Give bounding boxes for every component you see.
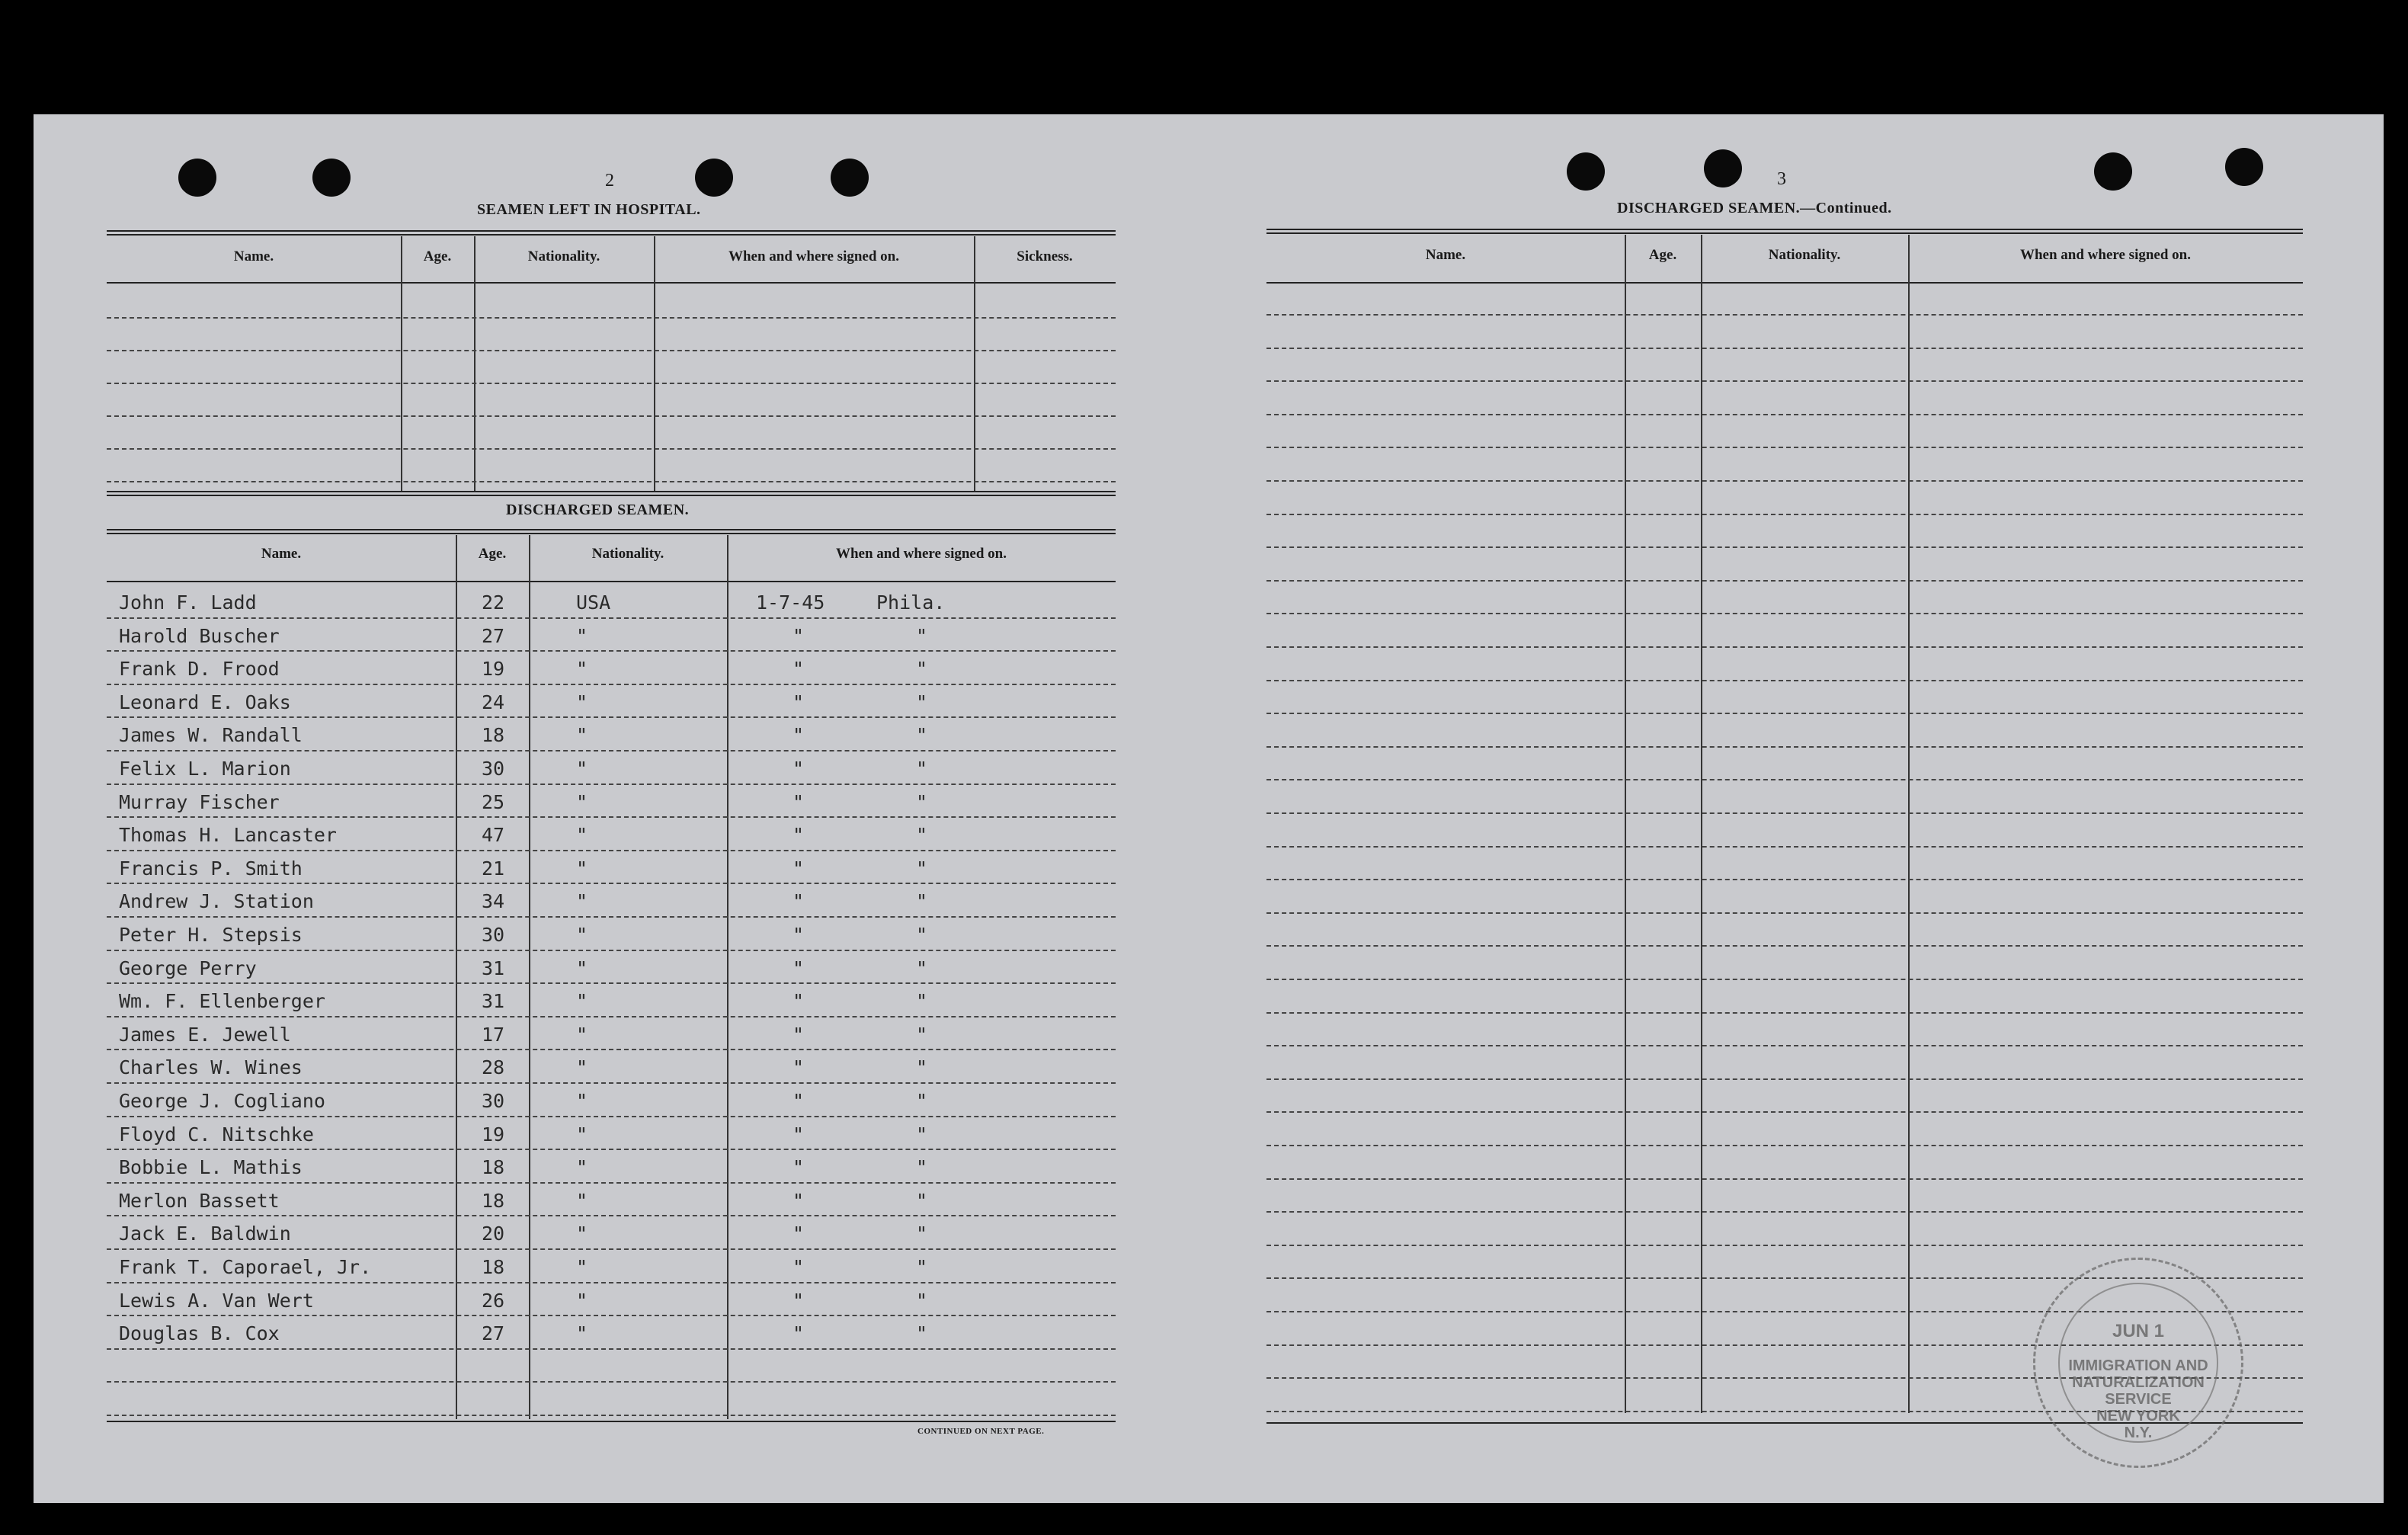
seaman-nationality: " — [576, 724, 588, 747]
table-rule — [107, 282, 1116, 284]
row-rule — [1266, 646, 2303, 648]
signed-on-date: " — [793, 890, 805, 913]
row-rule — [107, 383, 1116, 384]
seaman-age: 30 — [482, 924, 505, 946]
row-rule — [107, 350, 1116, 351]
signed-on-place: " — [916, 790, 928, 813]
punch-hole — [831, 159, 869, 197]
table-rule — [107, 230, 1116, 236]
column-divider — [1625, 235, 1626, 1413]
row-rule — [1266, 514, 2303, 515]
row-rule — [107, 1149, 1116, 1150]
seaman-age: 47 — [482, 824, 505, 847]
signed-on-place: " — [916, 1223, 928, 1245]
row-rule — [1266, 447, 2303, 448]
signed-on-place: " — [916, 1322, 928, 1345]
seaman-nationality: " — [576, 1256, 588, 1278]
row-rule — [1266, 1245, 2303, 1246]
row-rule — [107, 1116, 1116, 1117]
page-number: 3 — [1777, 169, 1786, 189]
signed-on-place: " — [916, 758, 928, 780]
column-header-name: Name. — [261, 546, 302, 562]
punch-hole — [1567, 152, 1605, 191]
seaman-age: 25 — [482, 790, 505, 813]
seaman-name: Wm. F. Ellenberger — [119, 990, 325, 1013]
seaman-name: Charles W. Wines — [119, 1056, 303, 1079]
signed-on-date: " — [793, 1189, 805, 1212]
punch-hole — [2094, 152, 2132, 191]
seaman-name: Douglas B. Cox — [119, 1322, 280, 1345]
signed-on-place: " — [916, 1023, 928, 1046]
signed-on-date: " — [793, 624, 805, 647]
stamp-line: N.Y. — [2124, 1424, 2153, 1441]
signed-on-place: " — [916, 1289, 928, 1312]
seaman-name: Lewis A. Van Wert — [119, 1289, 314, 1312]
page-number: 2 — [605, 171, 614, 191]
row-rule — [1266, 1012, 2303, 1014]
stamp-line: IMMIGRATION AND — [2068, 1357, 2208, 1374]
seaman-nationality: " — [576, 1289, 588, 1312]
seaman-nationality: USA — [576, 591, 611, 614]
row-rule — [107, 716, 1116, 718]
column-header-nationality: Nationality. — [591, 546, 664, 562]
row-rule — [107, 1282, 1116, 1283]
row-rule — [1266, 1211, 2303, 1213]
column-header-signed-on: When and where signed on. — [728, 248, 899, 264]
row-rule — [107, 448, 1116, 450]
seaman-age: 18 — [482, 1256, 505, 1278]
row-rule — [107, 750, 1116, 751]
signed-on-date: " — [793, 824, 805, 847]
seaman-age: 17 — [482, 1023, 505, 1046]
table-rule — [1266, 282, 2303, 284]
seaman-name: George Perry — [119, 957, 257, 979]
column-header-name: Name. — [1425, 247, 1466, 263]
signed-on-date: " — [793, 1289, 805, 1312]
row-rule — [107, 1315, 1116, 1316]
table-rule — [107, 529, 1116, 534]
hospital-section-title: SEAMEN LEFT IN HOSPITAL. — [477, 201, 701, 218]
row-rule — [1266, 812, 2303, 814]
seaman-nationality: " — [576, 1156, 588, 1179]
seaman-age: 27 — [482, 624, 505, 647]
signed-on-date: " — [793, 1223, 805, 1245]
seaman-name: Thomas H. Lancaster — [119, 824, 337, 847]
seaman-age: 26 — [482, 1289, 505, 1312]
seaman-name: Leonard E. Oaks — [119, 691, 291, 713]
seaman-nationality: " — [576, 1322, 588, 1345]
seaman-name: Francis P. Smith — [119, 857, 303, 880]
seaman-age: 18 — [482, 1156, 505, 1179]
row-rule — [1266, 713, 2303, 714]
signed-on-date: 1-7-45 — [756, 591, 825, 614]
column-divider — [727, 535, 728, 1419]
table-rule — [107, 581, 1116, 582]
column-divider — [1908, 235, 1910, 1413]
seaman-nationality: " — [576, 1056, 588, 1079]
punch-hole — [695, 159, 733, 197]
row-rule — [107, 481, 1116, 482]
table-rule — [107, 491, 1116, 496]
seaman-age: 19 — [482, 1123, 505, 1146]
signed-on-place: " — [916, 1090, 928, 1112]
seaman-name: James E. Jewell — [119, 1023, 291, 1046]
row-rule — [107, 950, 1116, 951]
seaman-age: 31 — [482, 990, 505, 1013]
punch-hole — [1704, 149, 1742, 187]
row-rule — [1266, 846, 2303, 848]
row-rule — [1266, 1045, 2303, 1046]
seaman-age: 20 — [482, 1223, 505, 1245]
signed-on-date: " — [793, 790, 805, 813]
signed-on-date: " — [793, 724, 805, 747]
seaman-age: 21 — [482, 857, 505, 880]
immigration-stamp — [2033, 1258, 2243, 1468]
column-header-signed-on: When and where signed on. — [835, 546, 1007, 562]
signed-on-date: " — [793, 1090, 805, 1112]
row-rule — [107, 1082, 1116, 1084]
stamp-line: NEW YORK — [2096, 1408, 2180, 1424]
row-rule — [107, 784, 1116, 785]
row-rule — [1266, 746, 2303, 748]
column-divider — [654, 236, 655, 491]
signed-on-date: " — [793, 1056, 805, 1079]
seaman-nationality: " — [576, 1023, 588, 1046]
row-rule — [1266, 380, 2303, 382]
signed-on-place: " — [916, 724, 928, 747]
seaman-nationality: " — [576, 658, 588, 681]
seaman-age: 27 — [482, 1322, 505, 1345]
column-header-nationality: Nationality. — [527, 248, 600, 264]
signed-on-place: " — [916, 691, 928, 713]
row-rule — [1266, 779, 2303, 780]
signed-on-place: Phila. — [876, 591, 946, 614]
seaman-age: 30 — [482, 1090, 505, 1112]
seaman-age: 18 — [482, 1189, 505, 1212]
row-rule — [107, 1415, 1116, 1416]
seaman-nationality: " — [576, 691, 588, 713]
row-rule — [1266, 879, 2303, 880]
row-rule — [1266, 680, 2303, 681]
row-rule — [107, 982, 1116, 984]
signed-on-date: " — [793, 990, 805, 1013]
seaman-name: Harold Buscher — [119, 624, 280, 647]
row-rule — [1266, 1078, 2303, 1080]
seaman-nationality: " — [576, 990, 588, 1013]
row-rule — [1266, 348, 2303, 349]
column-divider — [974, 236, 975, 491]
signed-on-date: " — [793, 1156, 805, 1179]
seaman-age: 18 — [482, 724, 505, 747]
row-rule — [107, 684, 1116, 685]
seaman-name: James W. Randall — [119, 724, 303, 747]
row-rule — [107, 617, 1116, 619]
column-divider — [529, 535, 530, 1419]
signed-on-place: " — [916, 1256, 928, 1278]
column-header-age: Age. — [423, 248, 452, 264]
row-rule — [1266, 1111, 2303, 1113]
seaman-age: 24 — [482, 691, 505, 713]
punch-hole — [2225, 148, 2263, 186]
signed-on-place: " — [916, 957, 928, 979]
column-divider — [474, 236, 476, 491]
signed-on-place: " — [916, 857, 928, 880]
seaman-age: 30 — [482, 758, 505, 780]
row-rule — [1266, 613, 2303, 614]
seaman-name: Bobbie L. Mathis — [119, 1156, 303, 1179]
seaman-age: 22 — [482, 591, 505, 614]
signed-on-place: " — [916, 1156, 928, 1179]
signed-on-place: " — [916, 890, 928, 913]
column-divider — [401, 236, 402, 491]
seaman-age: 28 — [482, 1056, 505, 1079]
punch-hole — [178, 159, 216, 197]
row-rule — [1266, 546, 2303, 548]
signed-on-date: " — [793, 1123, 805, 1146]
column-header-age: Age. — [1648, 247, 1677, 263]
continued-footer: CONTINUED ON NEXT PAGE. — [917, 1427, 1045, 1436]
seaman-name: Murray Fischer — [119, 790, 280, 813]
row-rule — [1266, 480, 2303, 482]
column-header-age: Age. — [478, 546, 507, 562]
row-rule — [1266, 414, 2303, 415]
column-header-signed-on: When and where signed on. — [2019, 247, 2191, 263]
seaman-nationality: " — [576, 924, 588, 946]
row-rule — [1266, 314, 2303, 316]
seaman-nationality: " — [576, 758, 588, 780]
row-rule — [107, 1016, 1116, 1017]
seaman-nationality: " — [576, 790, 588, 813]
row-rule — [107, 1182, 1116, 1184]
signed-on-place: " — [916, 824, 928, 847]
seaman-nationality: " — [576, 957, 588, 979]
row-rule — [107, 850, 1116, 851]
signed-on-date: " — [793, 957, 805, 979]
seaman-name: Andrew J. Station — [119, 890, 314, 913]
column-divider — [1701, 235, 1702, 1413]
signed-on-date: " — [793, 857, 805, 880]
seaman-nationality: " — [576, 1123, 588, 1146]
seaman-name: Frank D. Frood — [119, 658, 280, 681]
row-rule — [107, 1049, 1116, 1050]
right-page-title: DISCHARGED SEAMEN.—Continued. — [1617, 200, 1892, 216]
row-rule — [107, 650, 1116, 652]
table-rule — [1266, 229, 2303, 234]
signed-on-date: " — [793, 1023, 805, 1046]
row-rule — [107, 883, 1116, 884]
seaman-name: Merlon Bassett — [119, 1189, 280, 1212]
column-divider — [456, 535, 457, 1419]
discharged-section-title: DISCHARGED SEAMEN. — [506, 502, 690, 518]
stamp-line: NATURALIZATION — [2072, 1374, 2205, 1391]
row-rule — [1266, 912, 2303, 914]
row-rule — [1266, 979, 2303, 980]
column-header-name: Name. — [233, 248, 274, 264]
row-rule — [107, 916, 1116, 918]
seaman-nationality: " — [576, 624, 588, 647]
signed-on-date: " — [793, 658, 805, 681]
table-rule — [107, 1421, 1116, 1422]
seaman-name: Peter H. Stepsis — [119, 924, 303, 946]
seaman-nationality: " — [576, 824, 588, 847]
seaman-nationality: " — [576, 1189, 588, 1212]
seaman-age: 19 — [482, 658, 505, 681]
seaman-name: Floyd C. Nitschke — [119, 1123, 314, 1146]
seaman-nationality: " — [576, 1090, 588, 1112]
signed-on-date: " — [793, 1256, 805, 1278]
signed-on-date: " — [793, 691, 805, 713]
row-rule — [107, 1381, 1116, 1383]
row-rule — [1266, 1178, 2303, 1180]
signed-on-place: " — [916, 1189, 928, 1212]
row-rule — [1266, 945, 2303, 947]
seaman-name: George J. Cogliano — [119, 1090, 325, 1112]
signed-on-place: " — [916, 990, 928, 1013]
row-rule — [107, 1215, 1116, 1216]
row-rule — [1266, 1145, 2303, 1146]
seaman-nationality: " — [576, 890, 588, 913]
signed-on-place: " — [916, 1056, 928, 1079]
seaman-age: 34 — [482, 890, 505, 913]
punch-hole — [312, 159, 351, 197]
row-rule — [107, 1348, 1116, 1350]
signed-on-place: " — [916, 624, 928, 647]
row-rule — [107, 1248, 1116, 1250]
signed-on-place: " — [916, 658, 928, 681]
signed-on-place: " — [916, 924, 928, 946]
seaman-nationality: " — [576, 857, 588, 880]
signed-on-date: " — [793, 924, 805, 946]
signed-on-date: " — [793, 758, 805, 780]
row-rule — [1266, 580, 2303, 582]
stamp-line: SERVICE — [2105, 1391, 2172, 1408]
stamp-date: JUN 1 — [2112, 1321, 2165, 1341]
signed-on-date: " — [793, 1322, 805, 1345]
row-rule — [107, 415, 1116, 417]
row-rule — [107, 317, 1116, 319]
seaman-name: Frank T. Caporael, Jr. — [119, 1256, 372, 1278]
row-rule — [107, 816, 1116, 818]
seaman-name: Felix L. Marion — [119, 758, 291, 780]
seaman-name: Jack E. Baldwin — [119, 1223, 291, 1245]
seaman-name: John F. Ladd — [119, 591, 257, 614]
signed-on-place: " — [916, 1123, 928, 1146]
column-header-sickness: Sickness. — [1017, 248, 1073, 264]
column-header-nationality: Nationality. — [1768, 247, 1841, 263]
seaman-age: 31 — [482, 957, 505, 979]
seaman-nationality: " — [576, 1223, 588, 1245]
